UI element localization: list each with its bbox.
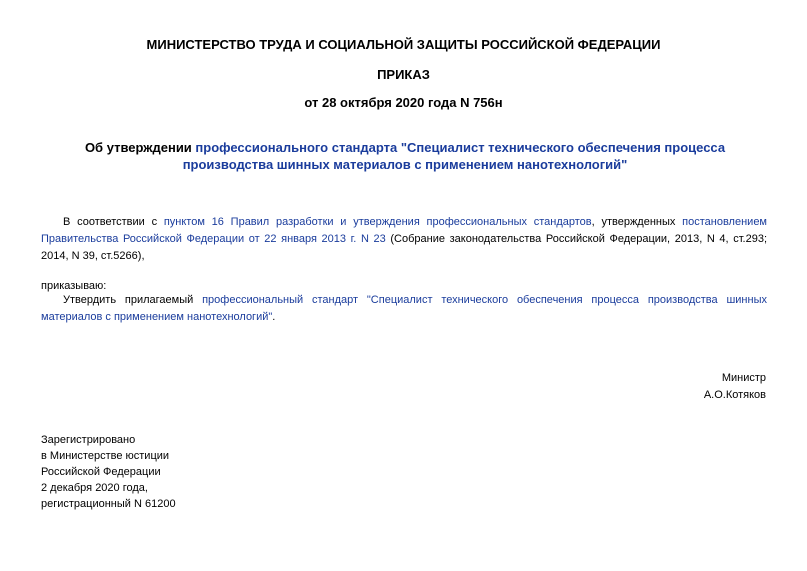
registration-block	[41, 432, 176, 512]
registration-line: регистрационный N 61200	[41, 498, 176, 510]
preamble-paragraph	[41, 214, 767, 265]
signature-block	[704, 370, 766, 404]
registration-line: 2 декабря 2020 года,	[41, 482, 148, 494]
approval-text-1: Утвердить прилагаемый	[63, 294, 203, 306]
registration-line: Российской Федерации	[41, 466, 161, 478]
order-word: приказываю:	[41, 280, 107, 292]
document-title	[60, 139, 750, 173]
approval-text-2: .	[272, 311, 276, 323]
document-date-number: от 28 октября 2020 года N 756н	[304, 95, 503, 110]
government-decree-link[interactable]: постановлением Правительства Российской Федерации от 22 января 2013 г. N 23	[41, 216, 767, 245]
title-prefix: Об утверждении	[84, 140, 196, 155]
title-standard-link[interactable]: профессионального стандарта "Специалист технического обеспечения процесса производства шинных материалов с применением нанотехнологий"	[182, 140, 726, 172]
registration-line: в Министерстве юстиции	[41, 450, 170, 462]
registration-line: Зарегистрировано	[41, 434, 136, 446]
document-type-heading: ПРИКАЗ	[377, 67, 430, 82]
preamble-text-1: В соответствии с	[63, 216, 164, 228]
preamble-text-3: (Собрание законодательства Российской Федерации, 2013, N 4, ст.293; 2014, N 39, ст.5266),	[41, 233, 768, 262]
ministry-heading: МИНИСТЕРСТВО ТРУДА И СОЦИАЛЬНОЙ ЗАЩИТЫ РОССИЙСКОЙ ФЕДЕРАЦИИ	[146, 37, 661, 52]
signatory-position: Министр	[721, 372, 766, 384]
approved-standard-link[interactable]: профессиональный стандарт "Специалист технического обеспечения процесса производства шинных материалов с применением нанотехнологий"	[41, 294, 767, 323]
preamble-text-2: , утвержденных	[591, 216, 683, 228]
approval-paragraph	[41, 292, 767, 326]
signatory-name: А.О.Котяков	[703, 389, 766, 401]
rules-point-16-link[interactable]: пунктом 16 Правил разработки и утверждения профессиональных стандартов	[163, 216, 592, 228]
